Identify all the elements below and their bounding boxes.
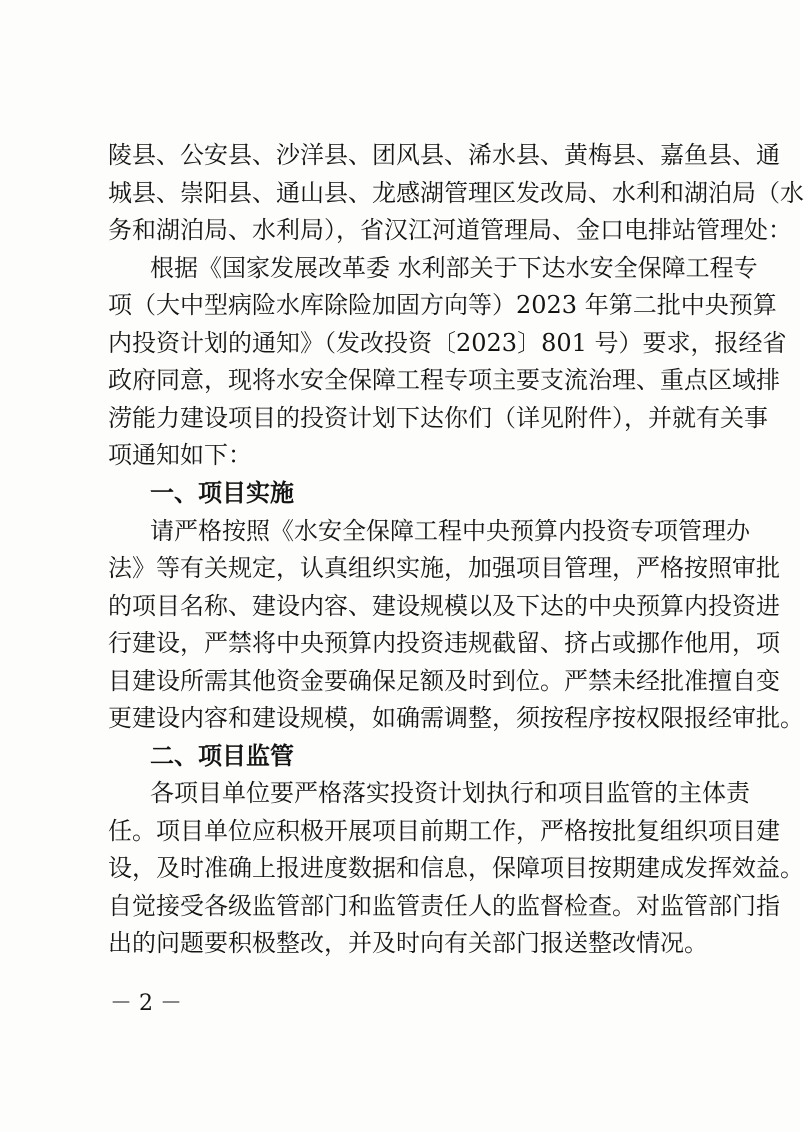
text-line: 更建设内容和建设规模，如确需调整，须按程序按权限报经审批。 <box>108 704 804 732</box>
text-line: 目建设所需其他资金要确保足额及时到位。严禁未经批准擅自变 <box>108 667 780 695</box>
text-line: 请严格按照《水安全保障工程中央预算内投资专项管理办 <box>150 517 750 545</box>
text-line: 项（大中型病险水库除险加固方向等）2023 年第二批中央预算 <box>108 291 777 319</box>
text-line: 设，及时准确上报进度数据和信息，保障项目按期建成发挥效益。 <box>108 854 804 882</box>
text-line: 陵县、公安县、沙洋县、团风县、浠水县、黄梅县、嘉鱼县、通 <box>108 141 780 169</box>
text-line: 的项目名称、建设内容、建设规模以及下达的中央预算内投资进 <box>108 592 780 620</box>
text-line: 任。项目单位应积极开展项目前期工作，严格按批复组织项目建 <box>108 817 780 845</box>
text-line: 内投资计划的通知》（发改投资〔2023〕801 号）要求，报经省 <box>108 329 787 357</box>
text-line: 政府同意，现将水安全保障工程专项主要支流治理、重点区域排 <box>108 366 780 394</box>
text-line: 行建设，严禁将中央预算内投资违规截留、挤占或挪作他用，项 <box>108 629 780 657</box>
page-number: － 2 － <box>110 991 182 1016</box>
text-line: 法》等有关规定，认真组织实施，加强项目管理，严格按照审批 <box>108 554 780 582</box>
text-line: 涝能力建设项目的投资计划下达你们（详见附件），并就有关事 <box>108 404 768 432</box>
text-line: 城县、崇阳县、通山县、龙感湖管理区发改局、水利和湖泊局（水 <box>108 179 804 207</box>
section-heading: 二、项目监管 <box>150 742 294 770</box>
text-line: 自觉接受各级监管部门和监管责任人的监督检查。对监管部门指 <box>108 892 780 920</box>
text-line: 根据《国家发展改革委 水利部关于下达水安全保障工程专 <box>150 254 758 282</box>
text-line: 务和湖泊局、水利局），省汉江河道管理局、金口电排站管理处： <box>108 216 792 244</box>
text-line: 各项目单位要严格落实投资计划执行和项目监管的主体责 <box>150 779 750 807</box>
section-heading: 一、项目实施 <box>150 479 294 507</box>
text-line: 项通知如下： <box>108 441 252 469</box>
text-line: 出的问题要积极整改，并及时向有关部门报送整改情况。 <box>108 929 708 957</box>
